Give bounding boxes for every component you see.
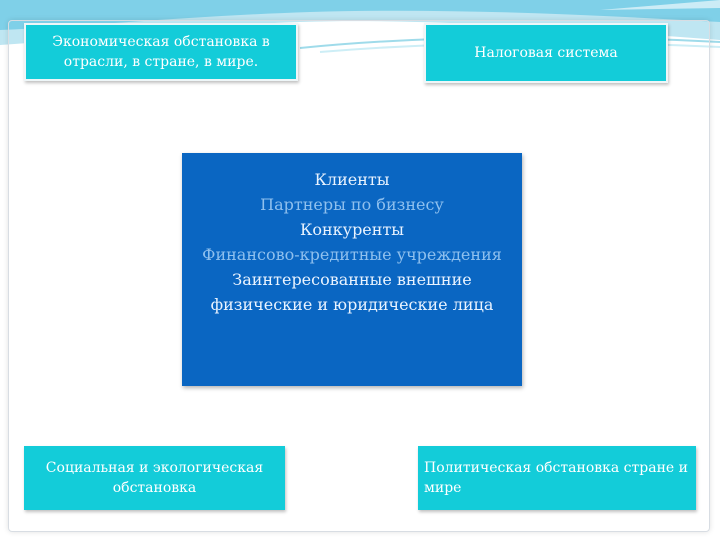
political-situation-box bbox=[418, 446, 696, 510]
center-line-financial: Финансово-кредитные учреждения bbox=[202, 245, 502, 264]
economic-situation-label: Экономическая обстановка в отрасли, в стране, в мире. bbox=[52, 34, 270, 70]
external-stakeholders-box bbox=[182, 153, 522, 386]
center-line-partners: Партнеры по бизнесу bbox=[260, 195, 444, 214]
economic-situation-box bbox=[24, 23, 298, 81]
political-situation-label: Политическая обстановка стране и мире bbox=[424, 460, 688, 496]
center-line-interested: Заинтересованные внешние bbox=[232, 270, 472, 289]
social-ecological-label: Социальная и экологическая обстановка bbox=[45, 460, 264, 496]
center-line-clients: Клиенты bbox=[314, 170, 390, 189]
tax-system-label: Налоговая система bbox=[474, 45, 618, 61]
center-line-competitors: Конкуренты bbox=[299, 220, 405, 239]
tax-system-box bbox=[424, 23, 668, 83]
center-line-persons: физические и юридические лица bbox=[210, 295, 494, 314]
social-ecological-box bbox=[24, 446, 285, 510]
